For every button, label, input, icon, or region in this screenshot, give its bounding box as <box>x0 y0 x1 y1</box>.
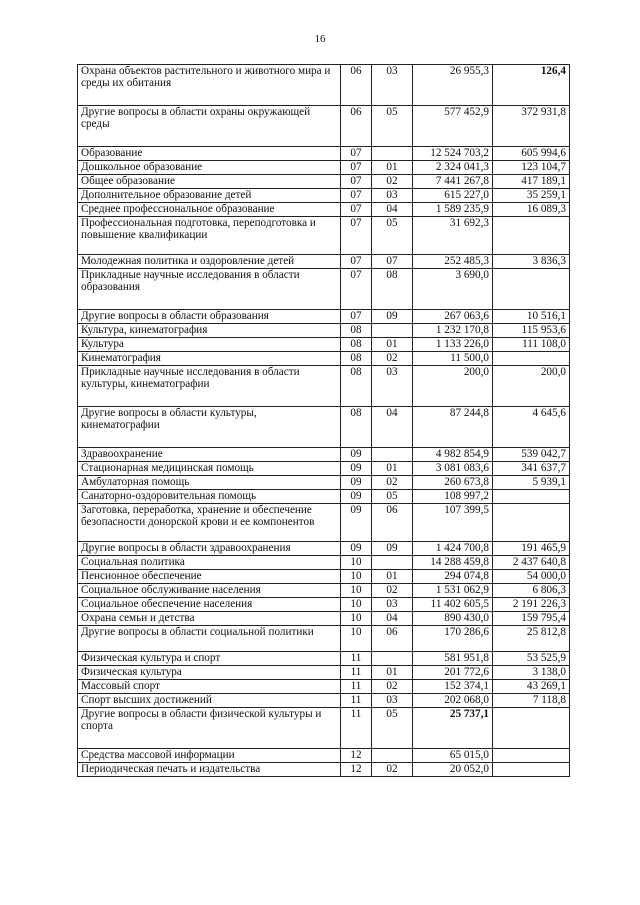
section-code: 10 <box>341 626 372 652</box>
section-code: 10 <box>341 556 372 570</box>
amount-federal: 53 525,9 <box>493 652 570 666</box>
amount-total: 3 081 083,6 <box>413 462 493 476</box>
amount-total: 11 500,0 <box>413 352 493 366</box>
table-row <box>78 680 570 694</box>
section-code: 06 <box>341 106 372 147</box>
amount-total: 3 690,0 <box>413 269 493 310</box>
table-row <box>78 626 570 652</box>
budget-table <box>77 64 570 777</box>
amount-total: 7 441 267,8 <box>413 175 493 189</box>
subsection-code <box>372 448 413 462</box>
section-code: 07 <box>341 189 372 203</box>
table-row <box>78 462 570 476</box>
table-row <box>78 269 570 310</box>
section-code: 11 <box>341 652 372 666</box>
amount-federal: 159 795,4 <box>493 612 570 626</box>
table-row <box>78 763 570 777</box>
amount-total: 87 244,8 <box>413 407 493 448</box>
budget-item-name: Молодежная политика и оздоровление детей <box>78 255 341 269</box>
section-code: 12 <box>341 749 372 763</box>
budget-item-name: Профессиональная подготовка, переподготовка и повышение квалификации <box>78 217 341 255</box>
section-code: 12 <box>341 763 372 777</box>
table-row <box>78 147 570 161</box>
table-row <box>78 448 570 462</box>
section-code: 11 <box>341 680 372 694</box>
table-row <box>78 310 570 324</box>
subsection-code: 05 <box>372 490 413 504</box>
section-code: 09 <box>341 476 372 490</box>
table-row <box>78 175 570 189</box>
subsection-code: 01 <box>372 161 413 175</box>
amount-total: 581 951,8 <box>413 652 493 666</box>
table-row <box>78 106 570 147</box>
table-row <box>78 189 570 203</box>
amount-total: 152 374,1 <box>413 680 493 694</box>
amount-federal: 43 269,1 <box>493 680 570 694</box>
budget-item-name: Охрана семьи и детства <box>78 612 341 626</box>
subsection-code: 03 <box>372 694 413 708</box>
table-row <box>78 598 570 612</box>
amount-total: 267 063,6 <box>413 310 493 324</box>
section-code: 07 <box>341 217 372 255</box>
budget-item-name: Социальное обслуживание населения <box>78 584 341 598</box>
subsection-code: 03 <box>372 189 413 203</box>
subsection-code: 05 <box>372 708 413 749</box>
budget-item-name: Прикладные научные исследования в области культуры, кинематографии <box>78 366 341 407</box>
table-row <box>78 652 570 666</box>
amount-federal: 417 189,1 <box>493 175 570 189</box>
budget-item-name: Социальное обеспечение населения <box>78 598 341 612</box>
amount-federal: 4 645,6 <box>493 407 570 448</box>
budget-table-body <box>78 65 570 777</box>
budget-item-name: Другие вопросы в области здравоохранения <box>78 542 341 556</box>
section-code: 10 <box>341 570 372 584</box>
amount-federal: 605 994,6 <box>493 147 570 161</box>
table-row <box>78 407 570 448</box>
page-number: 16 <box>314 33 326 45</box>
subsection-code: 02 <box>372 584 413 598</box>
budget-item-name: Охрана объектов растительного и животного мира и среды их обитания <box>78 65 341 106</box>
amount-total: 260 673,8 <box>413 476 493 490</box>
subsection-code: 03 <box>372 598 413 612</box>
amount-total: 170 286,6 <box>413 626 493 652</box>
amount-total: 200,0 <box>413 366 493 407</box>
subsection-code: 06 <box>372 504 413 542</box>
budget-item-name: Физическая культура <box>78 666 341 680</box>
subsection-code <box>372 147 413 161</box>
amount-federal: 123 104,7 <box>493 161 570 175</box>
subsection-code <box>372 749 413 763</box>
table-row <box>78 338 570 352</box>
amount-federal: 10 516,1 <box>493 310 570 324</box>
amount-federal <box>493 490 570 504</box>
subsection-code: 03 <box>372 366 413 407</box>
section-code: 11 <box>341 708 372 749</box>
section-code: 09 <box>341 542 372 556</box>
amount-total: 1 424 700,8 <box>413 542 493 556</box>
subsection-code: 07 <box>372 255 413 269</box>
amount-total: 20 052,0 <box>413 763 493 777</box>
amount-total: 26 955,3 <box>413 65 493 106</box>
amount-total: 11 402 605,5 <box>413 598 493 612</box>
amount-federal: 191 465,9 <box>493 542 570 556</box>
subsection-code <box>372 652 413 666</box>
amount-total: 4 982 854,9 <box>413 448 493 462</box>
section-code: 11 <box>341 694 372 708</box>
amount-federal <box>493 504 570 542</box>
budget-item-name: Другие вопросы в области охраны окружающей среды <box>78 106 341 147</box>
amount-total: 577 452,9 <box>413 106 493 147</box>
amount-total: 25 737,1 <box>413 708 493 749</box>
subsection-code: 02 <box>372 175 413 189</box>
budget-item-name: Прикладные научные исследования в области образования <box>78 269 341 310</box>
amount-federal <box>493 269 570 310</box>
section-code: 09 <box>341 462 372 476</box>
budget-item-name: Общее образование <box>78 175 341 189</box>
section-code: 08 <box>341 352 372 366</box>
subsection-code: 02 <box>372 680 413 694</box>
amount-total: 252 485,3 <box>413 255 493 269</box>
amount-federal: 2 437 640,8 <box>493 556 570 570</box>
amount-total: 1 133 226,0 <box>413 338 493 352</box>
table-row <box>78 666 570 680</box>
table-row <box>78 504 570 542</box>
subsection-code: 01 <box>372 570 413 584</box>
table-row <box>78 366 570 407</box>
budget-item-name: Кинематография <box>78 352 341 366</box>
section-code: 08 <box>341 338 372 352</box>
amount-federal: 16 089,3 <box>493 203 570 217</box>
amount-total: 12 524 703,2 <box>413 147 493 161</box>
amount-total: 31 692,3 <box>413 217 493 255</box>
table-row <box>78 612 570 626</box>
amount-total: 65 015,0 <box>413 749 493 763</box>
amount-federal: 3 836,3 <box>493 255 570 269</box>
subsection-code: 02 <box>372 476 413 490</box>
table-row <box>78 490 570 504</box>
budget-item-name: Физическая культура и спорт <box>78 652 341 666</box>
amount-federal: 35 259,1 <box>493 189 570 203</box>
amount-federal: 200,0 <box>493 366 570 407</box>
budget-item-name: Периодическая печать и издательства <box>78 763 341 777</box>
amount-total: 108 997,2 <box>413 490 493 504</box>
section-code: 10 <box>341 612 372 626</box>
table-row <box>78 324 570 338</box>
subsection-code: 04 <box>372 407 413 448</box>
budget-item-name: Другие вопросы в области социальной политики <box>78 626 341 652</box>
amount-federal <box>493 749 570 763</box>
amount-federal: 54 000,0 <box>493 570 570 584</box>
subsection-code: 01 <box>372 462 413 476</box>
subsection-code: 01 <box>372 666 413 680</box>
subsection-code: 03 <box>372 65 413 106</box>
amount-total: 202 068,0 <box>413 694 493 708</box>
table-row <box>78 65 570 106</box>
section-code: 06 <box>341 65 372 106</box>
amount-total: 890 430,0 <box>413 612 493 626</box>
amount-total: 1 531 062,9 <box>413 584 493 598</box>
table-row <box>78 694 570 708</box>
subsection-code: 02 <box>372 352 413 366</box>
subsection-code: 02 <box>372 763 413 777</box>
amount-total: 2 324 041,3 <box>413 161 493 175</box>
section-code: 07 <box>341 310 372 324</box>
table-row <box>78 570 570 584</box>
amount-federal <box>493 217 570 255</box>
amount-federal: 5 939,1 <box>493 476 570 490</box>
amount-federal: 7 118,8 <box>493 694 570 708</box>
section-code: 08 <box>341 324 372 338</box>
budget-item-name: Социальная политика <box>78 556 341 570</box>
section-code: 09 <box>341 490 372 504</box>
amount-federal: 2 191 226,3 <box>493 598 570 612</box>
amount-total: 615 227,0 <box>413 189 493 203</box>
section-code: 10 <box>341 584 372 598</box>
subsection-code: 04 <box>372 203 413 217</box>
subsection-code: 05 <box>372 217 413 255</box>
table-row <box>78 542 570 556</box>
amount-total: 1 232 170,8 <box>413 324 493 338</box>
budget-item-name: Другие вопросы в области образования <box>78 310 341 324</box>
budget-item-name: Массовый спорт <box>78 680 341 694</box>
budget-item-name: Средства массовой информации <box>78 749 341 763</box>
amount-federal: 6 806,3 <box>493 584 570 598</box>
budget-item-name: Пенсионное обеспечение <box>78 570 341 584</box>
budget-item-name: Другие вопросы в области физической культуры и спорта <box>78 708 341 749</box>
amount-total: 14 288 459,8 <box>413 556 493 570</box>
table-row <box>78 161 570 175</box>
table-row <box>78 556 570 570</box>
section-code: 08 <box>341 407 372 448</box>
table-row <box>78 584 570 598</box>
budget-item-name: Другие вопросы в области культуры, кинематографии <box>78 407 341 448</box>
table-row <box>78 708 570 749</box>
budget-item-name: Стационарная медицинская помощь <box>78 462 341 476</box>
subsection-code: 01 <box>372 338 413 352</box>
amount-federal: 126,4 <box>493 65 570 106</box>
budget-item-name: Дополнительное образование детей <box>78 189 341 203</box>
amount-total: 201 772,6 <box>413 666 493 680</box>
subsection-code: 06 <box>372 626 413 652</box>
subsection-code: 05 <box>372 106 413 147</box>
section-code: 10 <box>341 598 372 612</box>
amount-federal: 115 953,6 <box>493 324 570 338</box>
section-code: 11 <box>341 666 372 680</box>
table-row <box>78 217 570 255</box>
amount-federal <box>493 352 570 366</box>
budget-item-name: Спорт высших достижений <box>78 694 341 708</box>
section-code: 09 <box>341 448 372 462</box>
subsection-code: 04 <box>372 612 413 626</box>
table-row <box>78 255 570 269</box>
amount-federal: 111 108,0 <box>493 338 570 352</box>
table-row <box>78 476 570 490</box>
amount-federal: 3 138,0 <box>493 666 570 680</box>
table-row <box>78 203 570 217</box>
amount-federal: 372 931,8 <box>493 106 570 147</box>
subsection-code <box>372 324 413 338</box>
budget-item-name: Санаторно-оздоровительная помощь <box>78 490 341 504</box>
budget-item-name: Заготовка, переработка, хранение и обеспечение безопасности донорской крови и ее компонентов <box>78 504 341 542</box>
amount-total: 294 074,8 <box>413 570 493 584</box>
subsection-code: 08 <box>372 269 413 310</box>
budget-item-name: Образование <box>78 147 341 161</box>
budget-item-name: Амбулаторная помощь <box>78 476 341 490</box>
table-row <box>78 749 570 763</box>
section-code: 07 <box>341 269 372 310</box>
amount-federal: 25 812,8 <box>493 626 570 652</box>
subsection-code: 09 <box>372 542 413 556</box>
section-code: 07 <box>341 147 372 161</box>
table-row <box>78 352 570 366</box>
subsection-code: 09 <box>372 310 413 324</box>
section-code: 09 <box>341 504 372 542</box>
budget-item-name: Среднее профессиональное образование <box>78 203 341 217</box>
subsection-code <box>372 556 413 570</box>
amount-total: 1 589 235,9 <box>413 203 493 217</box>
amount-federal <box>493 708 570 749</box>
amount-federal <box>493 763 570 777</box>
budget-item-name: Здравоохранение <box>78 448 341 462</box>
amount-federal: 539 042,7 <box>493 448 570 462</box>
budget-item-name: Дошкольное образование <box>78 161 341 175</box>
section-code: 07 <box>341 203 372 217</box>
amount-federal: 341 637,7 <box>493 462 570 476</box>
budget-item-name: Культура <box>78 338 341 352</box>
amount-total: 107 399,5 <box>413 504 493 542</box>
section-code: 08 <box>341 366 372 407</box>
section-code: 07 <box>341 175 372 189</box>
budget-item-name: Культура, кинематография <box>78 324 341 338</box>
section-code: 07 <box>341 255 372 269</box>
section-code: 07 <box>341 161 372 175</box>
